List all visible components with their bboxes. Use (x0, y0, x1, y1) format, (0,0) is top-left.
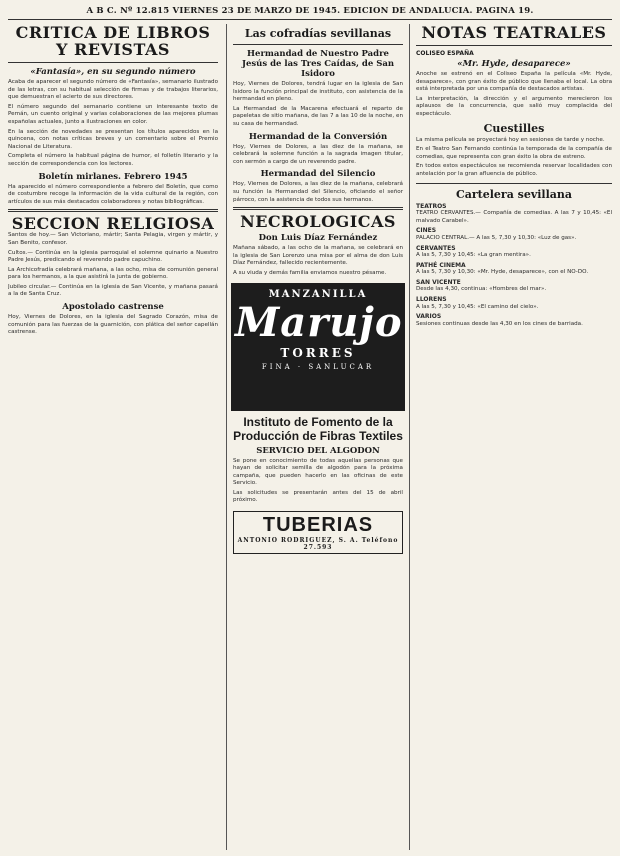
paragraph: La Hermandad de la Macarena efectuará el reparto de papeletas de sitio mañana, de las 7 a las 10 de la noche, en su casa de hermandad. (233, 105, 403, 127)
paragraph: En todos estos espectáculos se recomienda reservar localidades con antelación por la gran afluencia de público. (416, 163, 612, 177)
paragraph: Hoy, Viernes de Dolores, en la iglesia del Sagrado Corazón, misa de comunión para las fuerzas de la guarnición, con plática del señor capellán castrense. (8, 314, 218, 336)
paragraph: En el Teatro San Fernando continúa la temporada de la compañía de comedias, que representa con gran éxito la obra de estreno. (416, 146, 612, 160)
cartelera-list (416, 203, 612, 329)
entry-text: Desde las 4,30, continua: «Hombres del mar». (416, 286, 547, 293)
entry-text: PALACIO CENTRAL.— A las 5, 7,30 y 10,30: «Luz de gas». (416, 234, 577, 241)
divider (416, 183, 612, 184)
cartelera-title: Cartelera sevillana (455, 187, 573, 201)
boletin-body (8, 184, 218, 207)
middle-column (226, 24, 410, 850)
paragraph: Acaba de aparecer el segundo número de «Fantasía», semanario ilustrado de las letras, con su habitual selección de firmas y de trabajos literarios, que demuestran el acierto de sus directores. (8, 79, 218, 101)
silencio-title: Hermandad del Silencio (260, 169, 376, 180)
paragraph: En la sección de novedades se presentan los títulos aparecidos en la quincena, con notas críticas breves y un comentario sobre el Premio Nacional de Literatura. (8, 128, 218, 150)
ad-sub-text: TORRES (280, 345, 356, 360)
ad-footer: FINA · SANLUCAR (261, 362, 375, 371)
cartelera-entry (416, 245, 612, 260)
conversion-body (233, 144, 403, 167)
paragraph: Las solicitudes se presentarán antes del 15 de abril próximo. (233, 489, 403, 504)
right-column (416, 24, 612, 850)
entry-name: CERVANTES (416, 244, 456, 252)
entry-name: VARIOS (416, 313, 442, 321)
page-header: A B C. Nº 12.815 VIERNES 23 DE MARZO DE 1945. EDICION DE ANDALUCIA. PAGINA 19. (8, 4, 612, 20)
cartelera-entry (416, 296, 612, 311)
entry-text: Sesiones continuas desde las 4,30 en los cines de barriada. (416, 320, 583, 327)
necrologica-name: Don Luis Díaz Fernández (258, 233, 378, 244)
paragraph: Se pone en conocimiento de todas aquellas personas que hayan de solicitar semilla de algodón para la próxima campaña, que pueden hacerlo en las oficinas de este Servicio. (233, 457, 403, 487)
paragraph: Mañana sábado, a las ocho de la mañana, se celebrará en la iglesia de San Lorenzo una misa por el alma de don Luis Díaz Fernández, fallecido recientemente. (233, 245, 403, 267)
entry-text: A las 5, 7,30 y 10,45: «El camino del cielo». (416, 303, 539, 310)
cartelera-entry (416, 262, 612, 277)
paragraph: Cultos.— Continúa en la iglesia parroquial el solemne quinario a Nuestro Padre Jesús, predicando el reverendo padre capuchino. (8, 249, 218, 264)
left-column (8, 24, 218, 850)
entry-name: SAN VICENTE (416, 278, 461, 286)
cuestilles-title: Cuestilles (483, 121, 545, 135)
divider (8, 209, 218, 212)
entry-text: TEATRO CERVANTES.— Compañía de comedias. A las 7 y 10,45: «El malvado Carabel». (416, 210, 612, 224)
entry-name: CINES (416, 227, 437, 235)
seccion-body (8, 232, 218, 299)
hermandad-body (233, 81, 403, 129)
divider (8, 62, 218, 63)
cuestilles-body (416, 137, 612, 179)
critica-subtitle: «Fantasía», en su segundo número (30, 67, 196, 77)
hyde-body (416, 71, 612, 119)
paragraph: Hoy, Viernes de Dolores, tendrá lugar en la iglesia de San Isidoro la función principal de instituto, con asistencia de la hermandad en pleno. (233, 81, 403, 103)
advertisement-tuberias (233, 511, 403, 554)
paragraph: La misma película se proyectará hoy en sesiones de tarde y noche. (416, 136, 605, 143)
entry-name: LLORENS (416, 296, 447, 304)
divider (233, 44, 403, 45)
conversion-title: Hermandad de la Conversión (248, 131, 388, 142)
paragraph: La Archicofradía celebrará mañana, a las ocho, misa de comunión general para los hermanos, a la que asistirá la junta de gobierno. (8, 266, 218, 281)
silencio-body (233, 181, 403, 204)
instituto-title: Instituto de Fomento de la Producción de Fibras Textiles (233, 414, 403, 443)
apostolado-body (8, 314, 218, 337)
entry-name: TEATROS (416, 202, 447, 210)
paragraph: La interpretación, la dirección y el argumento merecieron los aplausos de la concurrencia, que salió muy complacida del espectáculo. (416, 95, 612, 117)
entry-text: A las 5, 7,30 y 10,45: «La gran mentira». (416, 252, 531, 259)
hermandad-tres-caidas-title: Hermandad de Nuestro Padre Jesús de las Tres Caídas, de San Isidoro (241, 49, 395, 79)
boletin-title: Boletín mirlanes. Febrero 1945 (38, 171, 188, 182)
apostolado-title: Apostolado castrense (62, 302, 164, 313)
instituto-body (233, 458, 403, 506)
cartelera-entry (416, 313, 612, 328)
cartelera-entry (416, 203, 612, 226)
notas-teatrales-title: NOTAS TEATRALES (421, 24, 607, 42)
critica-title: CRITICA DE LIBROS Y REVISTAS (15, 24, 211, 59)
paragraph: Jubileo circular.— Continúa en la iglesia de San Vicente, y mañana pasará a la de Santa Cruz. (8, 283, 218, 298)
necrologica-body (233, 245, 403, 277)
paragraph: Ha aparecido el número correspondiente a febrero del Boletín, que como de costumbre recoge la información de la vida cultural de la región, con artículos de sus más destacados colaboradores y notas bibliográficas. (8, 183, 218, 205)
advertisement-marujo (231, 283, 405, 411)
cartelera-entry (416, 227, 612, 242)
cofradias-title: Las cofradías sevillanas (244, 27, 392, 40)
entry-text: A las 5, 7,30 y 10,30: «Mr. Hyde, desaparece», con el NO-DO. (416, 269, 589, 276)
paragraph: Hoy, Viernes de Dolores, a las diez de la mañana, celebrará su función la Hermandad del Silencio, oficiando el señor párroco, con la asistencia de todos sus hermanos. (233, 181, 403, 203)
ad-top-text: MANZANILLA (268, 288, 368, 300)
ad-brand: Marujo (235, 298, 403, 346)
cartelera-entry (416, 279, 612, 294)
paragraph: Santos de hoy.— San Victoriano, mártir; Santa Pelagia, virgen y mártir, y San Benito, confesor. (8, 232, 218, 246)
paragraph: Completa el número la habitual página de humor, el folletín literario y la sección de correspondencia con los lectores. (8, 153, 218, 167)
ad-tuberias-line: ANTONIO RODRIGUEZ, S. A. Teléfono 27.593 (237, 537, 399, 552)
paragraph: Anoche se estrenó en el Coliseo España la película «Mr. Hyde, desaparece», con gran éxito de público que llenaba el local. La obra está interpretada por una compañía de destacados artistas. (416, 71, 612, 93)
hyde-title: «Mr. Hyde, desaparece» (457, 59, 571, 69)
necrologicas-title: NECROLOGICAS (240, 212, 396, 232)
entry-name: PATHÉ CINEMA (416, 261, 466, 269)
critica-body (8, 79, 218, 169)
divider (233, 207, 403, 210)
instituto-subtitle: SERVICIO DEL ALGODON (256, 445, 380, 456)
ad-tuberias-title: TUBERIAS (262, 514, 374, 537)
paragraph: Hoy, Viernes de Dolores, a las diez de la mañana, se celebrará la solemne función a la sagrada imagen titular, con sermón a cargo de un reverendo padre. (233, 143, 403, 165)
paragraph: El número segundo del semanario contiene un interesante texto de Pemán, un cuento original y varias colaboraciones de las mejores plumas españolas actuales, junto a ilustraciones en color. (8, 103, 218, 125)
paragraph: A su viuda y demás familia enviamos nuestro pésame. (233, 269, 387, 276)
divider (416, 45, 612, 46)
seccion-religiosa-title: SECCION RELIGIOSA (11, 214, 215, 234)
coliseo-label: COLISEO ESPAÑA (416, 50, 474, 57)
